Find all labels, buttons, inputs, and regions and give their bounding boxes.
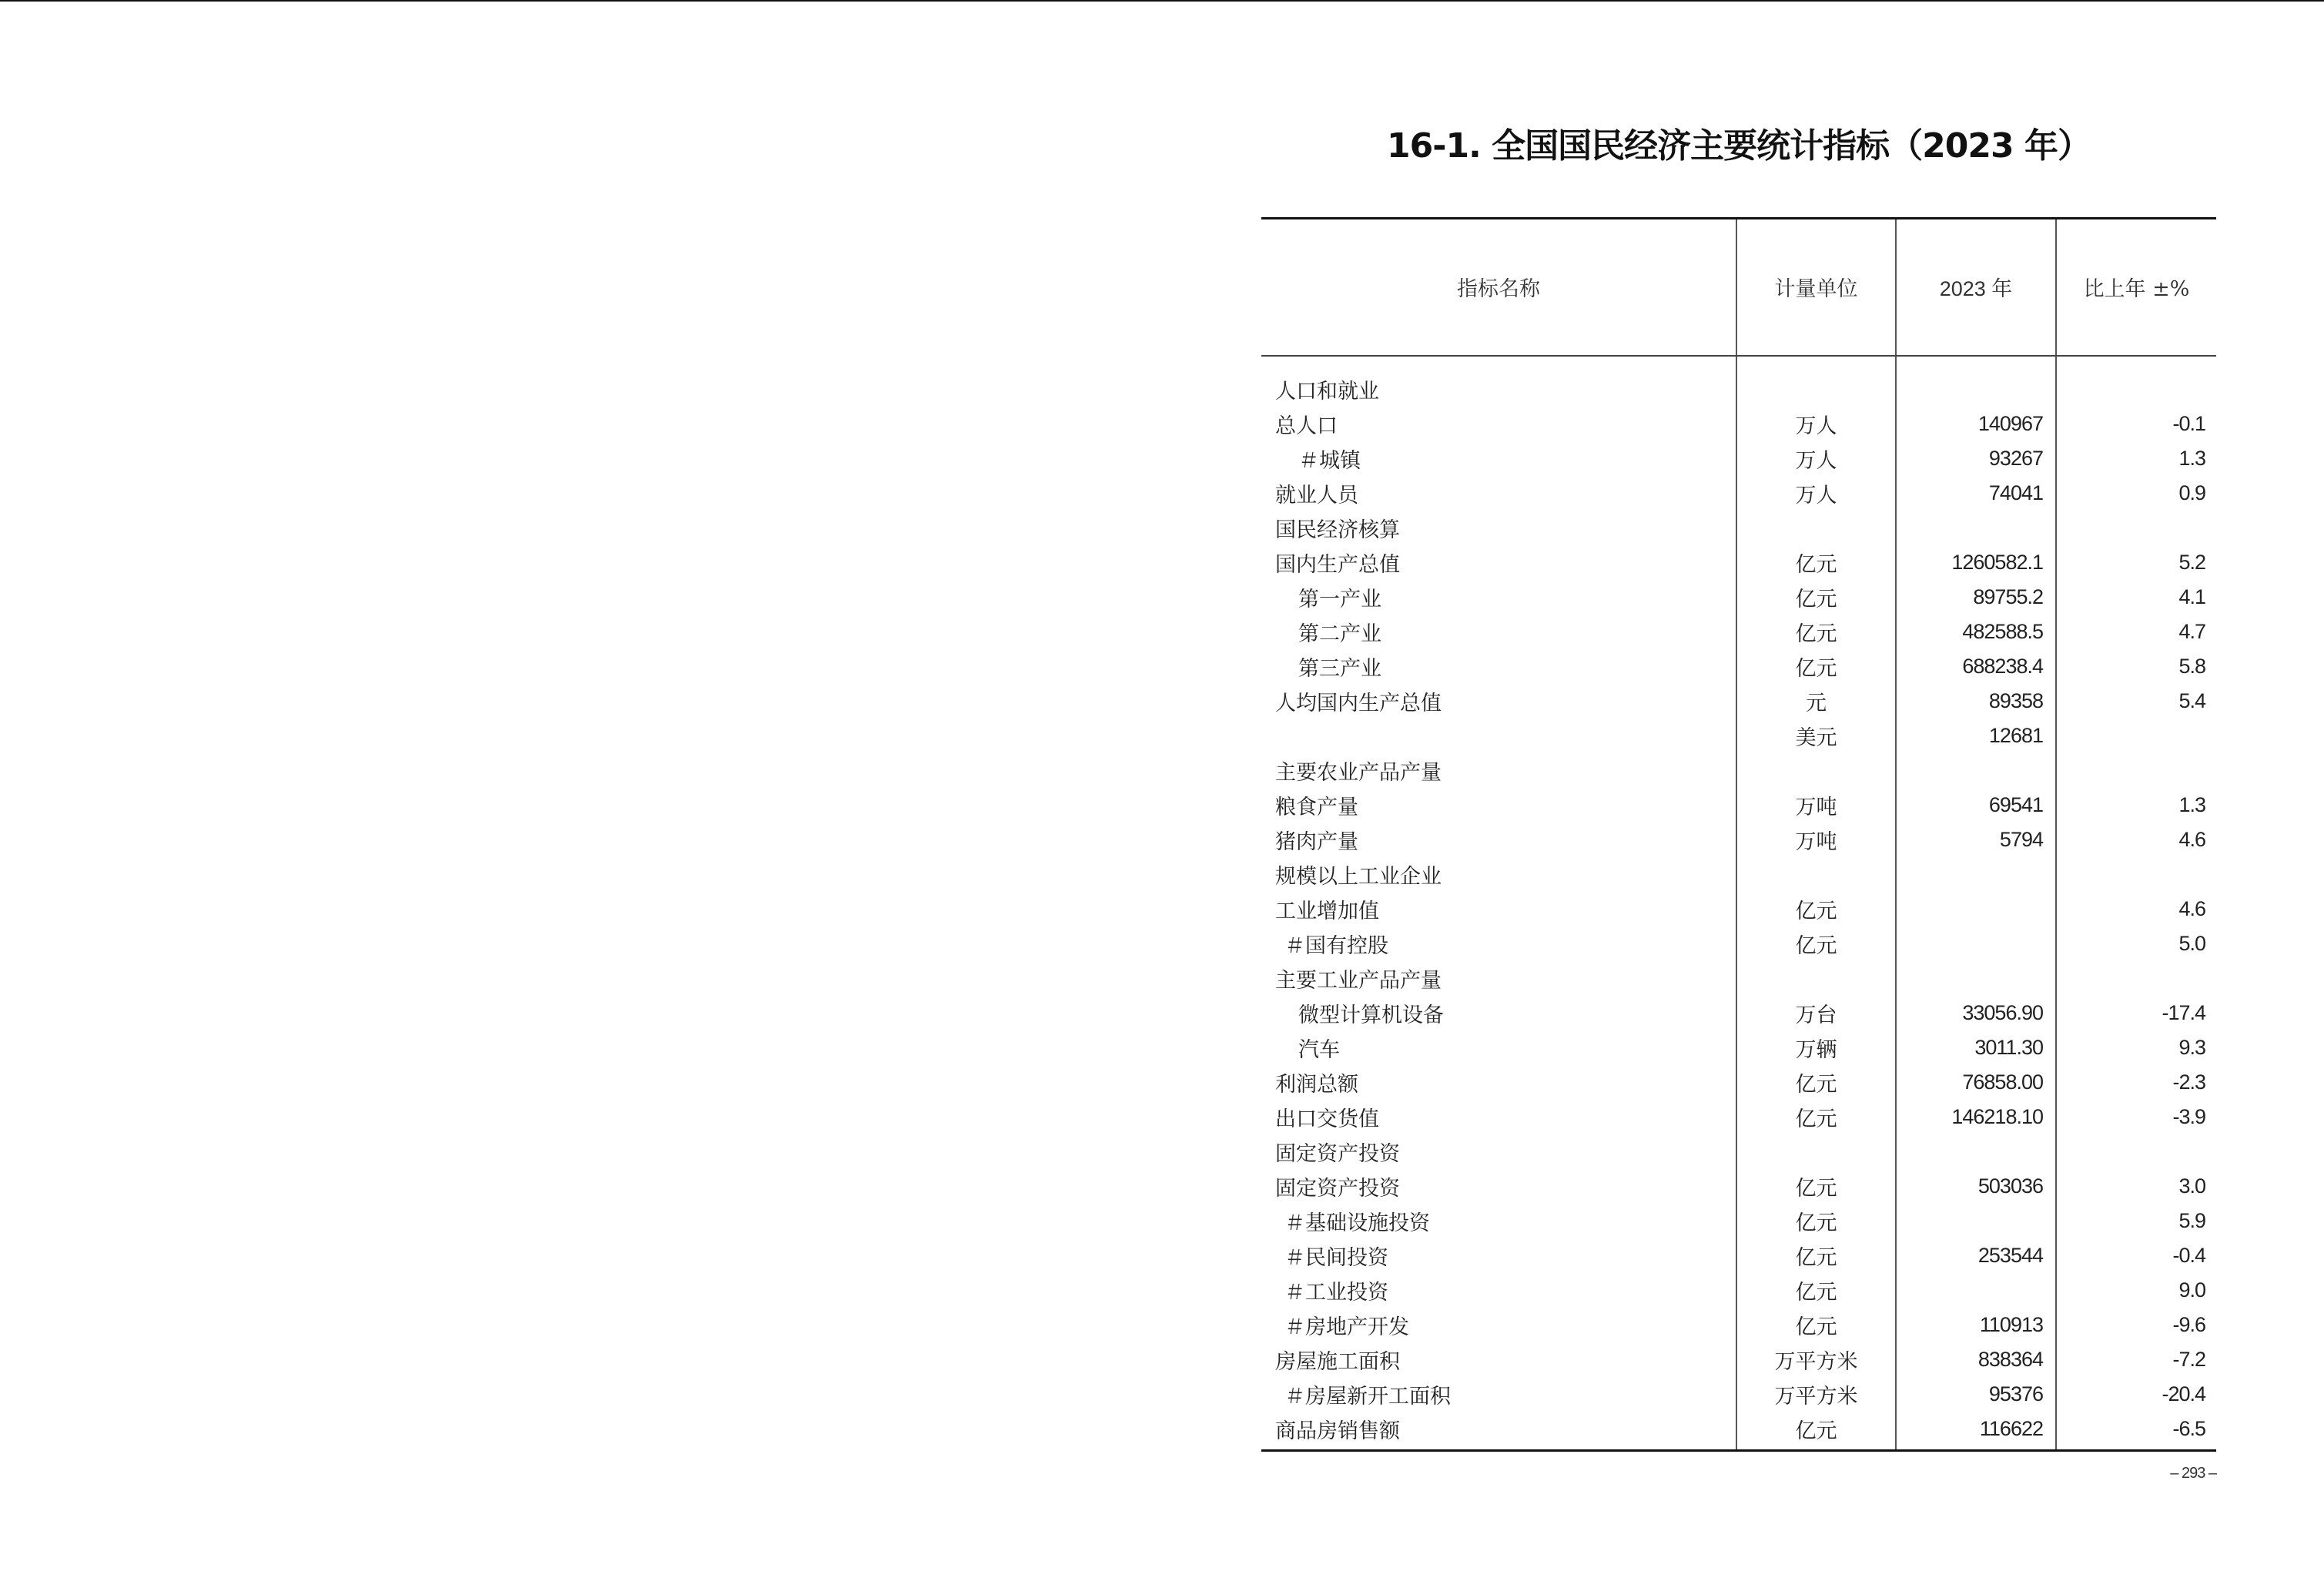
cell-yoy-change: 5.8 bbox=[2178, 654, 2205, 678]
table-row bbox=[1261, 926, 2216, 961]
cell-value-2023 bbox=[1896, 857, 2056, 892]
cell-yoy-change: -7.2 bbox=[2172, 1347, 2205, 1371]
cell-yoy-change: 1.3 bbox=[2178, 446, 2205, 470]
cell-yoy-change: -17.4 bbox=[2162, 1000, 2205, 1024]
cell-unit: 亿元 bbox=[1736, 615, 1896, 649]
cell-yoy-change bbox=[2056, 356, 2216, 407]
cell-yoy-change: 4.6 bbox=[2178, 827, 2205, 851]
cell-indicator-name: 猪肉产量 bbox=[1261, 822, 1736, 857]
cell-indicator-name: 微型计算机设备 bbox=[1261, 996, 1736, 1030]
cell-value-2023 bbox=[1896, 926, 2056, 961]
table-row bbox=[1261, 1100, 2216, 1134]
cell-unit: 亿元 bbox=[1736, 1100, 1896, 1134]
table-row bbox=[1261, 545, 2216, 580]
cell-yoy-change: 0.9 bbox=[2178, 481, 2205, 504]
cell-unit: 亿元 bbox=[1736, 1308, 1896, 1342]
table-row bbox=[1261, 1377, 2216, 1412]
cell-yoy-change: 5.9 bbox=[2178, 1208, 2205, 1232]
cell-value-2023 bbox=[1896, 753, 2056, 788]
cell-unit: 亿元 bbox=[1736, 1273, 1896, 1308]
table-row bbox=[1261, 857, 2216, 892]
table-row bbox=[1261, 615, 2216, 649]
cell-unit: 万平方米 bbox=[1736, 1342, 1896, 1377]
cell-unit: 亿元 bbox=[1736, 926, 1896, 961]
cell-unit bbox=[1736, 857, 1896, 892]
cell-indicator-name: 第二产业 bbox=[1261, 615, 1736, 649]
table-row bbox=[1261, 356, 2216, 407]
cell-value-2023: 482588.5 bbox=[1896, 615, 2056, 649]
cell-yoy-change: -6.5 bbox=[2056, 1412, 2216, 1451]
table-row bbox=[1261, 684, 2216, 719]
table-row bbox=[1261, 441, 2216, 476]
table-row bbox=[1261, 407, 2216, 441]
cell-indicator-name: ＃工业投资 bbox=[1261, 1273, 1736, 1308]
cell-value-2023 bbox=[1896, 1273, 2056, 1308]
cell-value-2023: 95376 bbox=[1896, 1377, 2056, 1412]
cell-indicator-name: 固定资产投资 bbox=[1261, 1134, 1736, 1169]
page-number: – 293 – bbox=[2170, 1465, 2216, 1482]
table-row bbox=[1261, 1030, 2216, 1065]
cell-yoy-change: -2.3 bbox=[2172, 1070, 2205, 1094]
cell-yoy-change: 5.4 bbox=[2178, 688, 2205, 712]
cell-yoy-change bbox=[2056, 753, 2216, 788]
cell-value-2023: 33056.90 bbox=[1896, 996, 2056, 1030]
cell-indicator-name: 人口和就业 bbox=[1261, 356, 1736, 407]
table-row bbox=[1261, 996, 2216, 1030]
cell-unit bbox=[1736, 511, 1896, 545]
cell-value-2023: 5794 bbox=[1896, 822, 2056, 857]
cell-yoy-change: 5.2 bbox=[2178, 550, 2205, 574]
cell-yoy-change: 4.7 bbox=[2178, 619, 2205, 643]
cell-yoy-change: -0.1 bbox=[2172, 411, 2205, 435]
cell-value-2023: 146218.10 bbox=[1896, 1100, 2056, 1134]
cell-unit: 万台 bbox=[1736, 996, 1896, 1030]
cell-yoy-change: 9.0 bbox=[2178, 1278, 2205, 1302]
cell-indicator-name: 就业人员 bbox=[1261, 476, 1736, 511]
cell-unit: 亿元 bbox=[1736, 1412, 1896, 1451]
cell-yoy-change: -0.4 bbox=[2172, 1243, 2205, 1267]
table-row bbox=[1261, 961, 2216, 996]
table-row bbox=[1261, 1204, 2216, 1238]
table-row bbox=[1261, 1308, 2216, 1342]
cell-value-2023: 110913 bbox=[1896, 1308, 2056, 1342]
header-yoy-change: 比上年 ±% bbox=[2056, 219, 2216, 356]
cell-value-2023 bbox=[1896, 961, 2056, 996]
cell-value-2023: 116622 bbox=[1896, 1412, 2056, 1451]
cell-indicator-name: 主要农业产品产量 bbox=[1261, 753, 1736, 788]
cell-value-2023: 503036 bbox=[1896, 1169, 2056, 1204]
cell-unit: 万人 bbox=[1736, 441, 1896, 476]
cell-yoy-change bbox=[2056, 1134, 2216, 1169]
header-year-2023: 2023 年 bbox=[1896, 219, 2056, 356]
cell-value-2023: 688238.4 bbox=[1896, 649, 2056, 684]
cell-unit: 亿元 bbox=[1736, 1238, 1896, 1273]
cell-unit bbox=[1736, 1134, 1896, 1169]
cell-value-2023: 89358 bbox=[1896, 684, 2056, 719]
cell-indicator-name: 主要工业产品产量 bbox=[1261, 961, 1736, 996]
cell-yoy-change: 1.3 bbox=[2178, 792, 2205, 816]
cell-value-2023: 140967 bbox=[1896, 407, 2056, 441]
cell-unit: 万人 bbox=[1736, 476, 1896, 511]
table-row bbox=[1261, 788, 2216, 822]
table-row bbox=[1261, 1238, 2216, 1273]
cell-value-2023 bbox=[1896, 1134, 2056, 1169]
cell-value-2023 bbox=[1896, 892, 2056, 926]
cell-unit: 万人 bbox=[1736, 407, 1896, 441]
statistics-page bbox=[1261, 0, 2216, 1588]
cell-yoy-change: 5.0 bbox=[2178, 931, 2205, 955]
cell-indicator-name: 出口交货值 bbox=[1261, 1100, 1736, 1134]
cell-yoy-change bbox=[2056, 961, 2216, 996]
table-row bbox=[1261, 753, 2216, 788]
table-row bbox=[1261, 1169, 2216, 1204]
table-row bbox=[1261, 892, 2216, 926]
cell-unit bbox=[1736, 753, 1896, 788]
cell-unit: 万辆 bbox=[1736, 1030, 1896, 1065]
cell-value-2023: 12681 bbox=[1896, 719, 2056, 753]
cell-indicator-name: 汽车 bbox=[1261, 1030, 1736, 1065]
table-row bbox=[1261, 1134, 2216, 1169]
cell-indicator-name: ＃房屋新开工面积 bbox=[1261, 1377, 1736, 1412]
cell-value-2023: 69541 bbox=[1896, 788, 2056, 822]
table-row bbox=[1261, 719, 2216, 753]
cell-yoy-change bbox=[2056, 719, 2216, 753]
cell-value-2023: 93267 bbox=[1896, 441, 2056, 476]
header-unit: 计量单位 bbox=[1736, 219, 1896, 356]
cell-yoy-change bbox=[2056, 857, 2216, 892]
cell-yoy-change: 3.0 bbox=[2178, 1174, 2205, 1198]
cell-indicator-name: ＃国有控股 bbox=[1261, 926, 1736, 961]
table-row bbox=[1261, 476, 2216, 511]
cell-indicator-name: 第一产业 bbox=[1261, 580, 1736, 615]
cell-indicator-name: ＃民间投资 bbox=[1261, 1238, 1736, 1273]
cell-value-2023: 838364 bbox=[1896, 1342, 2056, 1377]
cell-unit: 美元 bbox=[1736, 719, 1896, 753]
cell-indicator-name: 国民经济核算 bbox=[1261, 511, 1736, 545]
cell-indicator-name: 国内生产总值 bbox=[1261, 545, 1736, 580]
cell-unit: 亿元 bbox=[1736, 1204, 1896, 1238]
cell-value-2023 bbox=[1896, 356, 2056, 407]
table-row bbox=[1261, 649, 2216, 684]
cell-indicator-name: 固定资产投资 bbox=[1261, 1169, 1736, 1204]
table-body bbox=[1261, 356, 2216, 1451]
cell-indicator-name bbox=[1261, 719, 1736, 753]
cell-unit: 万平方米 bbox=[1736, 1377, 1896, 1412]
cell-indicator-name: 房屋施工面积 bbox=[1261, 1342, 1736, 1377]
table-row bbox=[1261, 1273, 2216, 1308]
table-row bbox=[1261, 1342, 2216, 1377]
cell-value-2023 bbox=[1896, 511, 2056, 545]
cell-indicator-name: 人均国内生产总值 bbox=[1261, 684, 1736, 719]
header-indicator-name: 指标名称 bbox=[1261, 219, 1736, 356]
cell-indicator-name: 第三产业 bbox=[1261, 649, 1736, 684]
cell-unit: 亿元 bbox=[1736, 545, 1896, 580]
cell-unit: 元 bbox=[1736, 684, 1896, 719]
cell-unit: 亿元 bbox=[1736, 892, 1896, 926]
cell-indicator-name: 利润总额 bbox=[1261, 1065, 1736, 1100]
cell-value-2023: 1260582.1 bbox=[1896, 545, 2056, 580]
cell-indicator-name: ＃城镇 bbox=[1261, 441, 1736, 476]
cell-indicator-name: ＃基础设施投资 bbox=[1261, 1204, 1736, 1238]
table-row bbox=[1261, 580, 2216, 615]
cell-yoy-change bbox=[2056, 511, 2216, 545]
cell-indicator-name: 粮食产量 bbox=[1261, 788, 1736, 822]
cell-unit: 万吨 bbox=[1736, 788, 1896, 822]
cell-unit bbox=[1736, 356, 1896, 407]
cell-yoy-change: -20.4 bbox=[2162, 1382, 2205, 1405]
cell-yoy-change: -3.9 bbox=[2172, 1104, 2205, 1128]
cell-unit: 亿元 bbox=[1736, 1169, 1896, 1204]
cell-value-2023: 89755.2 bbox=[1896, 580, 2056, 615]
cell-yoy-change: -9.6 bbox=[2172, 1312, 2205, 1336]
cell-indicator-name: ＃房地产开发 bbox=[1261, 1308, 1736, 1342]
cell-value-2023: 76858.00 bbox=[1896, 1065, 2056, 1100]
cell-value-2023: 3011.30 bbox=[1896, 1030, 2056, 1065]
page-title: 16-1. 全国国民经济主要统计指标（2023 年） bbox=[1387, 126, 2091, 166]
header-row bbox=[1261, 219, 2216, 356]
cell-unit: 亿元 bbox=[1736, 580, 1896, 615]
cell-unit bbox=[1736, 961, 1896, 996]
cell-unit: 亿元 bbox=[1736, 1065, 1896, 1100]
cell-indicator-name: 工业增加值 bbox=[1261, 892, 1736, 926]
table-header bbox=[1261, 219, 2216, 356]
cell-yoy-change: 4.1 bbox=[2178, 585, 2205, 608]
cell-indicator-name: 商品房销售额 bbox=[1261, 1412, 1736, 1451]
cell-value-2023 bbox=[1896, 1204, 2056, 1238]
cell-unit: 万吨 bbox=[1736, 822, 1896, 857]
table-row bbox=[1261, 822, 2216, 857]
table-row bbox=[1261, 1412, 2216, 1451]
statistics-table bbox=[1261, 217, 2216, 1452]
table-row bbox=[1261, 1065, 2216, 1100]
cell-value-2023: 74041 bbox=[1896, 476, 2056, 511]
table-row bbox=[1261, 511, 2216, 545]
cell-yoy-change: 4.6 bbox=[2178, 896, 2205, 920]
cell-indicator-name: 规模以上工业企业 bbox=[1261, 857, 1736, 892]
cell-indicator-name: 总人口 bbox=[1261, 407, 1736, 441]
cell-value-2023: 253544 bbox=[1896, 1238, 2056, 1273]
cell-unit: 亿元 bbox=[1736, 649, 1896, 684]
cell-yoy-change: 9.3 bbox=[2178, 1035, 2205, 1059]
